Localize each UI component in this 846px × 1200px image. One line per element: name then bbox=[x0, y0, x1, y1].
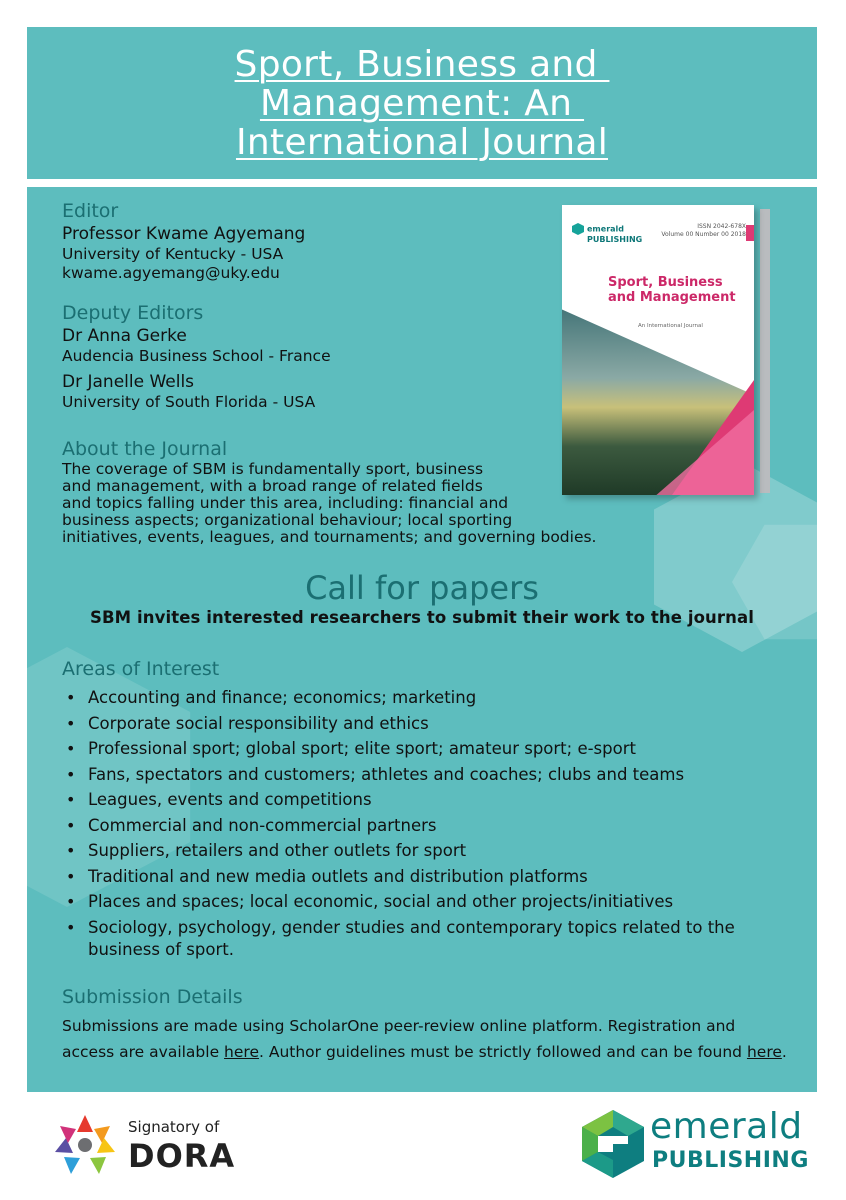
about-section bbox=[62, 437, 782, 546]
editor-heading: Editor bbox=[62, 200, 119, 222]
list-item: • Fans, spectators and customers; athletes and coaches; clubs and teams bbox=[88, 764, 782, 786]
list-item: • Commercial and non-commercial partners bbox=[88, 815, 782, 837]
deputy-editor-name: Dr Anna Gerke bbox=[62, 326, 187, 346]
about-heading: About the Journal bbox=[62, 438, 228, 460]
cover-issn: ISSN 2042-678X Volume 00 Number 00 2018 bbox=[661, 223, 746, 238]
editor-email: kwame.agyemang@uky.edu bbox=[62, 264, 280, 282]
editor-section bbox=[62, 199, 305, 283]
areas-heading: Areas of Interest bbox=[62, 658, 220, 680]
about-line: initiatives, events, leagues, and tournaments; and governing bodies. bbox=[62, 528, 597, 546]
deputy-editor-affiliation: Audencia Business School - France bbox=[62, 347, 331, 365]
about-line: business aspects; organizational behaviour; local sporting bbox=[62, 511, 513, 529]
areas-section bbox=[62, 657, 782, 964]
deputy-editor-affiliation: University of South Florida - USA bbox=[62, 393, 316, 411]
dora-logo bbox=[52, 1112, 252, 1182]
list-item: • Sociology, psychology, gender studies and contemporary topics related to the business of sport. bbox=[88, 917, 738, 961]
journal-title: Sport, Business and Management: An International Journal bbox=[234, 44, 608, 163]
list-item: • Corporate social responsibility and ethics bbox=[88, 713, 782, 735]
emerald-logo-icon bbox=[572, 223, 584, 235]
content-panel bbox=[27, 187, 817, 1092]
emerald-logo-icon bbox=[578, 1108, 648, 1180]
areas-list bbox=[62, 687, 782, 961]
list-item: • Professional sport; global sport; elite sport; amateur sport; e-sport bbox=[88, 738, 782, 760]
cover-subtitle: An International Journal bbox=[638, 323, 703, 329]
author-guidelines-link[interactable]: here bbox=[746, 1043, 782, 1061]
about-line: The coverage of SBM is fundamentally sport, business bbox=[62, 460, 484, 478]
deputy-editors-section bbox=[62, 301, 331, 412]
editor-name: Professor Kwame Agyemang bbox=[62, 224, 306, 244]
about-line: and topics falling under this area, including: financial and bbox=[62, 494, 509, 512]
emerald-publishing-logo bbox=[578, 1104, 809, 1184]
list-item: • Accounting and finance; economics; marketing bbox=[88, 687, 782, 709]
deputy-editors-heading: Deputy Editors bbox=[62, 302, 204, 324]
submission-heading: Submission Details bbox=[62, 986, 243, 1008]
call-for-papers-title: Call for papers bbox=[305, 569, 539, 607]
submission-text: Submissions are made using ScholarOne peer-review online platform. Registration and access are available here. Author guidelines must be strictly followed and can be found here. bbox=[62, 1017, 787, 1061]
registration-link[interactable]: here bbox=[224, 1043, 259, 1061]
title-banner bbox=[27, 27, 817, 179]
emerald-name: emerald bbox=[650, 1106, 803, 1147]
dora-name: DORA bbox=[128, 1137, 236, 1175]
about-line: and management, with a broad range of related fields bbox=[62, 477, 483, 495]
call-for-papers-subtitle: SBM invites interested researchers to submit their work to the journal bbox=[90, 608, 754, 627]
list-item: • Traditional and new media outlets and distribution platforms bbox=[88, 866, 782, 888]
list-item: • Suppliers, retailers and other outlets for sport bbox=[88, 840, 782, 862]
list-item: • Leagues, events and competitions bbox=[88, 789, 782, 811]
editor-affiliation: University of Kentucky - USA bbox=[62, 245, 284, 263]
dora-star-icon bbox=[52, 1112, 118, 1178]
list-item: • Places and spaces; local economic, social and other projects/initiatives bbox=[88, 891, 782, 913]
dora-signatory-text: Signatory of bbox=[128, 1118, 220, 1136]
call-for-papers bbox=[62, 569, 782, 629]
submission-section bbox=[62, 985, 792, 1065]
cover-title: Sport, Business and Management bbox=[608, 275, 736, 305]
cover-publisher-logo: emerald PUBLISHING bbox=[572, 223, 642, 244]
emerald-publishing-text: PUBLISHING bbox=[652, 1148, 809, 1173]
deputy-editor-name: Dr Janelle Wells bbox=[62, 372, 195, 392]
